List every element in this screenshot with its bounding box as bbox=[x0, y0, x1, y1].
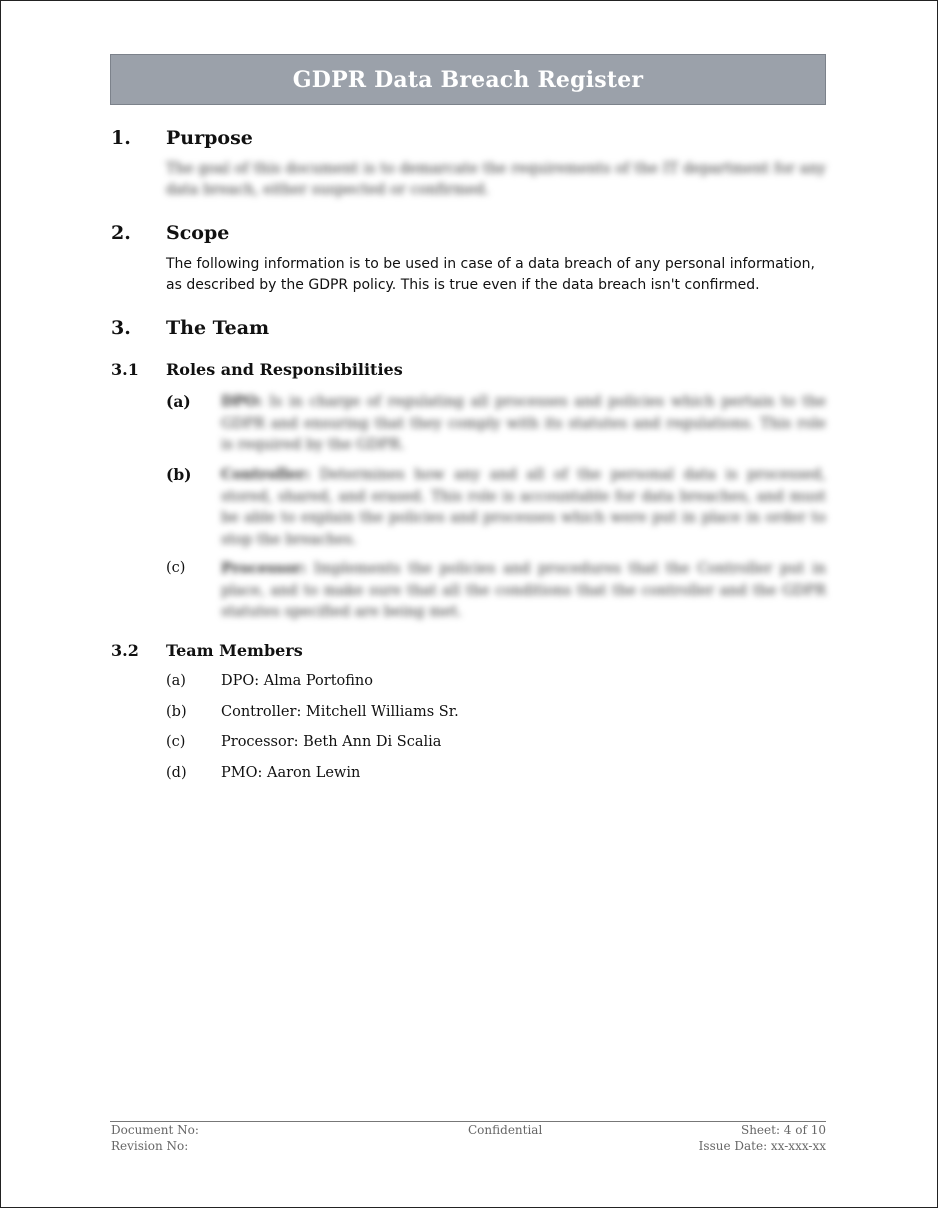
scope-paragraph: The following information is to be used in case of a data breach of any personal information, as described by the GDPR policy. This is true even if the data breach isn't confirmed. bbox=[166, 256, 815, 293]
role-term-c: Processor: bbox=[221, 560, 307, 577]
role-label-a: (a) bbox=[166, 392, 191, 411]
section-heading-scope: Scope bbox=[166, 222, 230, 244]
footer-sheet: Sheet: 4 of 10 bbox=[740, 1123, 826, 1137]
role-label-c: (c) bbox=[166, 560, 186, 576]
subsection-number-members: 3.2 bbox=[111, 641, 139, 660]
section-number-scope: 2. bbox=[111, 222, 131, 244]
subsection-heading-members: Team Members bbox=[166, 641, 303, 660]
member-pmo: PMO: Aaron Lewin bbox=[221, 765, 361, 781]
role-text-b: Determines how any and all of the personal data is processed, stored, shared, and erased. This role is accountable for data breaches, and must be able to explain the policies and processes which were put in place in order to stop the breaches. bbox=[221, 467, 826, 548]
role-item-b bbox=[221, 464, 826, 551]
footer-divider bbox=[110, 1121, 826, 1122]
member-label-a: (a) bbox=[166, 673, 186, 689]
member-label-c: (c) bbox=[166, 734, 186, 750]
role-item-a bbox=[221, 391, 826, 457]
member-label-d: (d) bbox=[166, 765, 187, 781]
footer-document-no: Document No: bbox=[111, 1123, 199, 1137]
role-item-c bbox=[221, 558, 826, 624]
footer-classification: Confidential bbox=[468, 1123, 543, 1137]
section-number-purpose: 1. bbox=[111, 127, 131, 149]
member-dpo: DPO: Alma Portofino bbox=[221, 673, 374, 689]
role-text-a: Is in charge of regulating all processes and policies which pertain to the GDPR and ensuring that they comply with its statutes and regulations. This role is required by the GDPR. bbox=[221, 394, 826, 453]
role-label-b: (b) bbox=[166, 465, 192, 484]
footer-revision-no: Revision No: bbox=[111, 1139, 189, 1153]
member-label-b: (b) bbox=[166, 704, 187, 720]
member-controller: Controller: Mitchell Williams Sr. bbox=[221, 704, 459, 720]
section-heading-team: The Team bbox=[166, 317, 270, 339]
title-banner bbox=[110, 54, 826, 105]
subsection-heading-roles: Roles and Responsibilities bbox=[166, 360, 403, 379]
member-processor: Processor: Beth Ann Di Scalia bbox=[221, 734, 442, 750]
document-title: GDPR Data Breach Register bbox=[292, 66, 644, 93]
role-text-c: Implements the policies and procedures that the Controller put in place, and to make sure that all the conditions that the controller and the GDPR statutes specified are being met. bbox=[221, 561, 826, 620]
section-number-team: 3. bbox=[111, 317, 131, 339]
footer-issue-date: Issue Date: xx-xxx-xx bbox=[698, 1139, 826, 1153]
purpose-paragraph: The goal of this document is to demarcate the requirements of the IT department for any data breach, either suspected or confirmed. bbox=[166, 161, 826, 198]
role-term-b: Controller: bbox=[221, 466, 310, 483]
section-heading-purpose: Purpose bbox=[166, 127, 253, 149]
role-term-a: DPO: bbox=[221, 393, 263, 410]
subsection-number-roles: 3.1 bbox=[111, 360, 139, 379]
